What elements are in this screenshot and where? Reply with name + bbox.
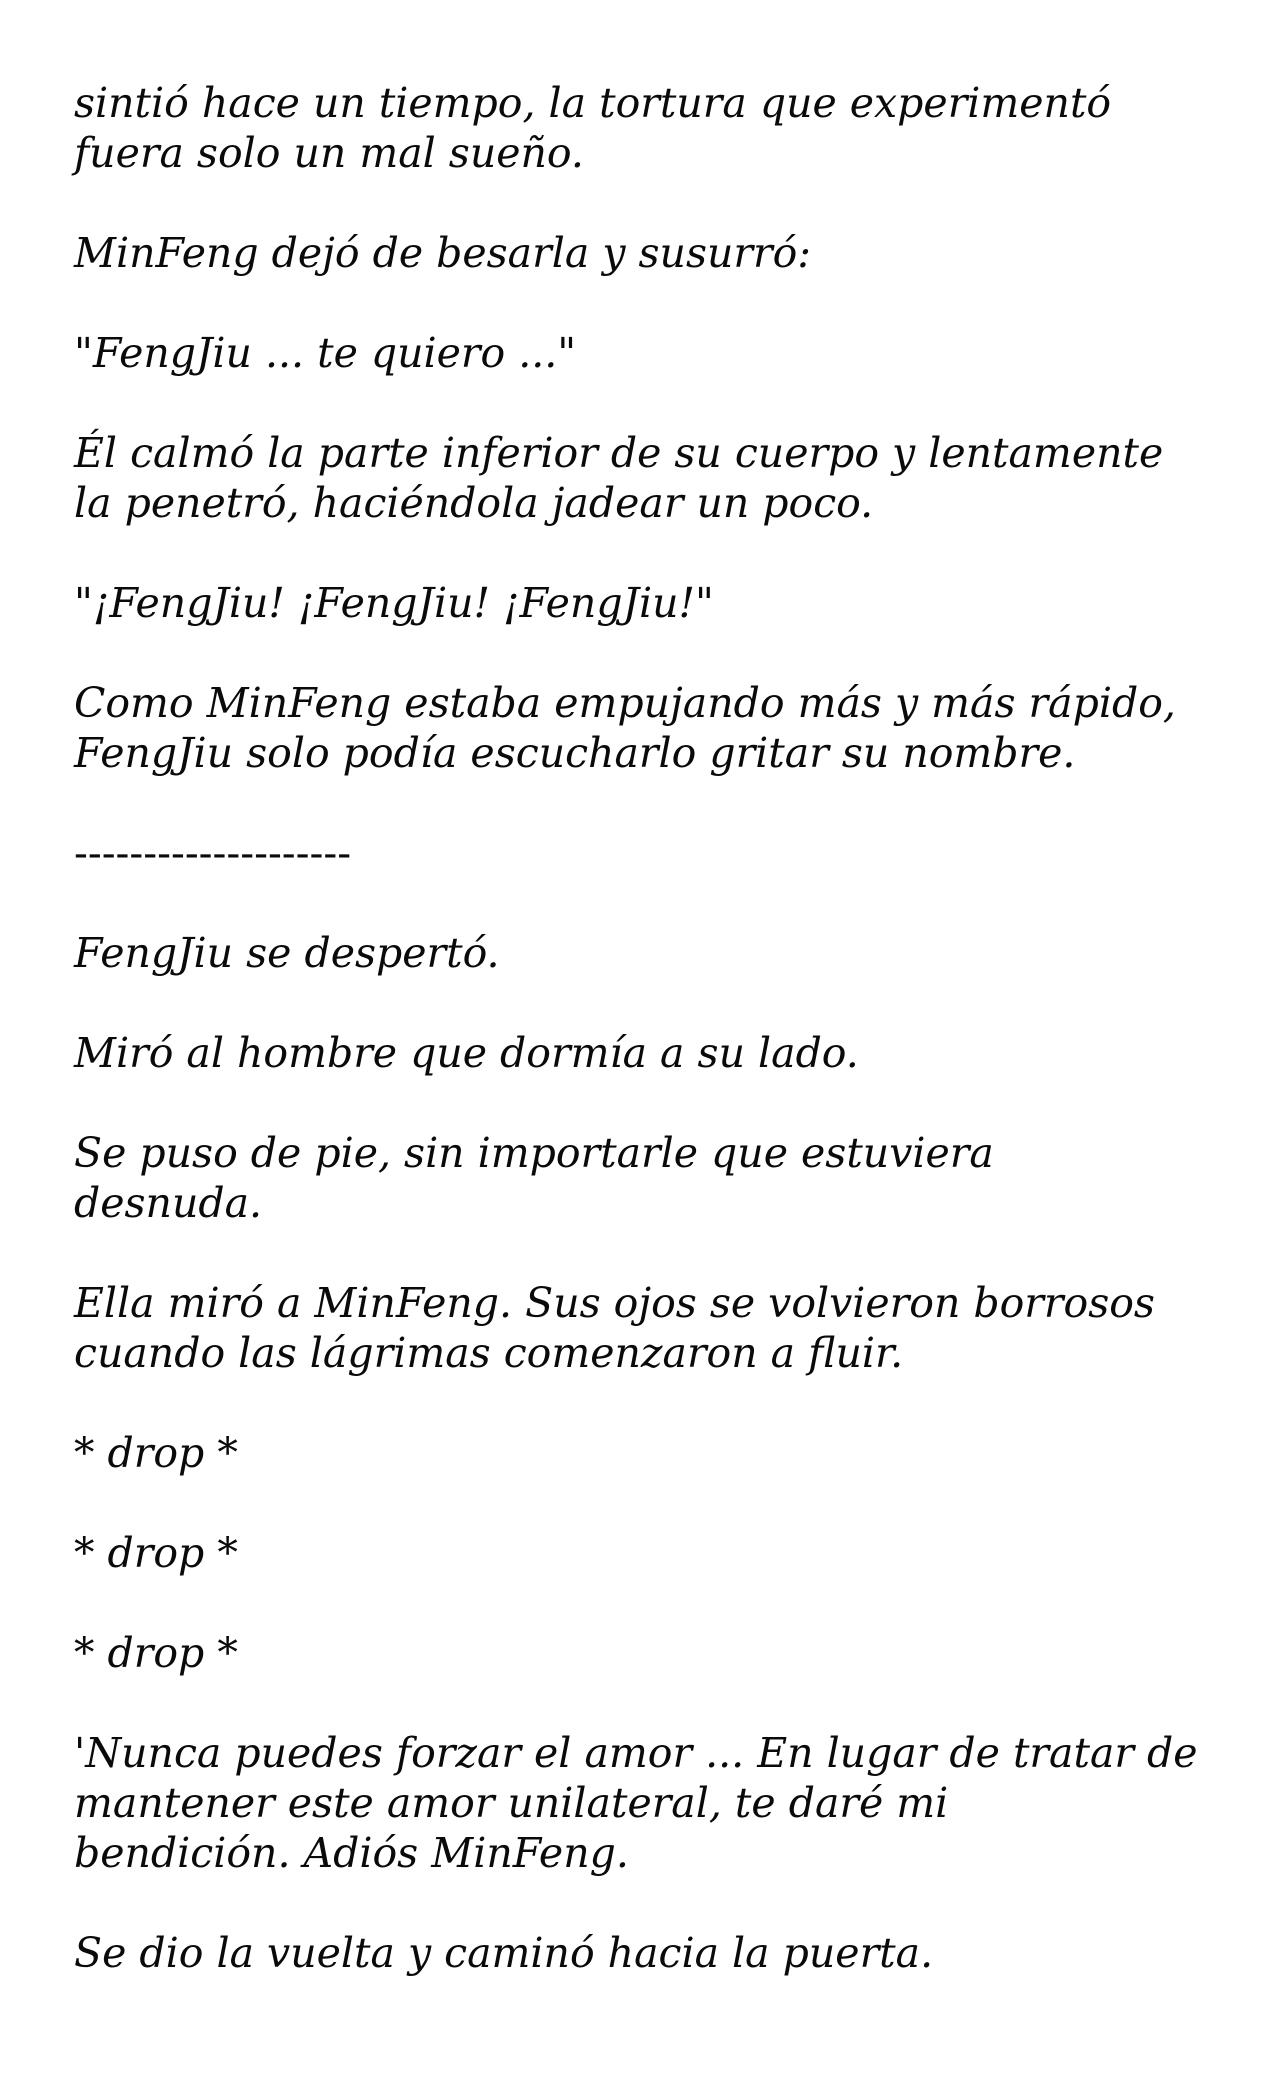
paragraph-te-quiero: "FengJiu ... te quiero ..." xyxy=(74,329,577,377)
paragraph-lagrimas: Ella miró a MinFeng. Sus ojos se volvieron borrosos cuando las lágrimas comenzaron a fluir. xyxy=(74,1279,1155,1377)
paragraph-torture-dream: sintió hace un tiempo, la tortura que experimentó fuera solo un mal sueño. xyxy=(74,79,1112,177)
paragraph-drop-3: * drop * xyxy=(74,1629,238,1677)
paragraph-desperto: FengJiu se despertó. xyxy=(74,929,500,977)
paragraph-calmo: Él calmó la parte inferior de su cuerpo y lentamente la penetró, haciéndola jadear un poco. xyxy=(74,429,1164,527)
paragraph-drop-2: * drop * xyxy=(74,1529,238,1577)
paragraph-empujando: Como MinFeng estaba empujando más y más rápido, FengJiu solo podía escucharlo gritar su nombre. xyxy=(74,679,1176,777)
paragraph-minfeng-whisper: MinFeng dejó de besarla y susurró: xyxy=(74,229,812,277)
scene-separator: -------------------- xyxy=(74,829,352,877)
paragraph-miro-hombre: Miró al hombre que dormía a su lado. xyxy=(74,1029,859,1077)
paragraph-hacia-puerta: Se dio la vuelta y caminó hacia la puerta. xyxy=(74,1929,934,1977)
paragraph-drop-1: * drop * xyxy=(74,1429,238,1477)
paragraph-nunca-forzar: 'Nunca puedes forzar el amor ... En lugar de tratar de mantener este amor unilateral, te daré mi bendición. Adiós MinFeng. xyxy=(74,1729,1198,1877)
paragraph-shouting-name: "¡FengJiu! ¡FengJiu! ¡FengJiu!" xyxy=(74,579,714,627)
paragraph-de-pie: Se puso de pie, sin importarle que estuviera desnuda. xyxy=(74,1129,994,1227)
